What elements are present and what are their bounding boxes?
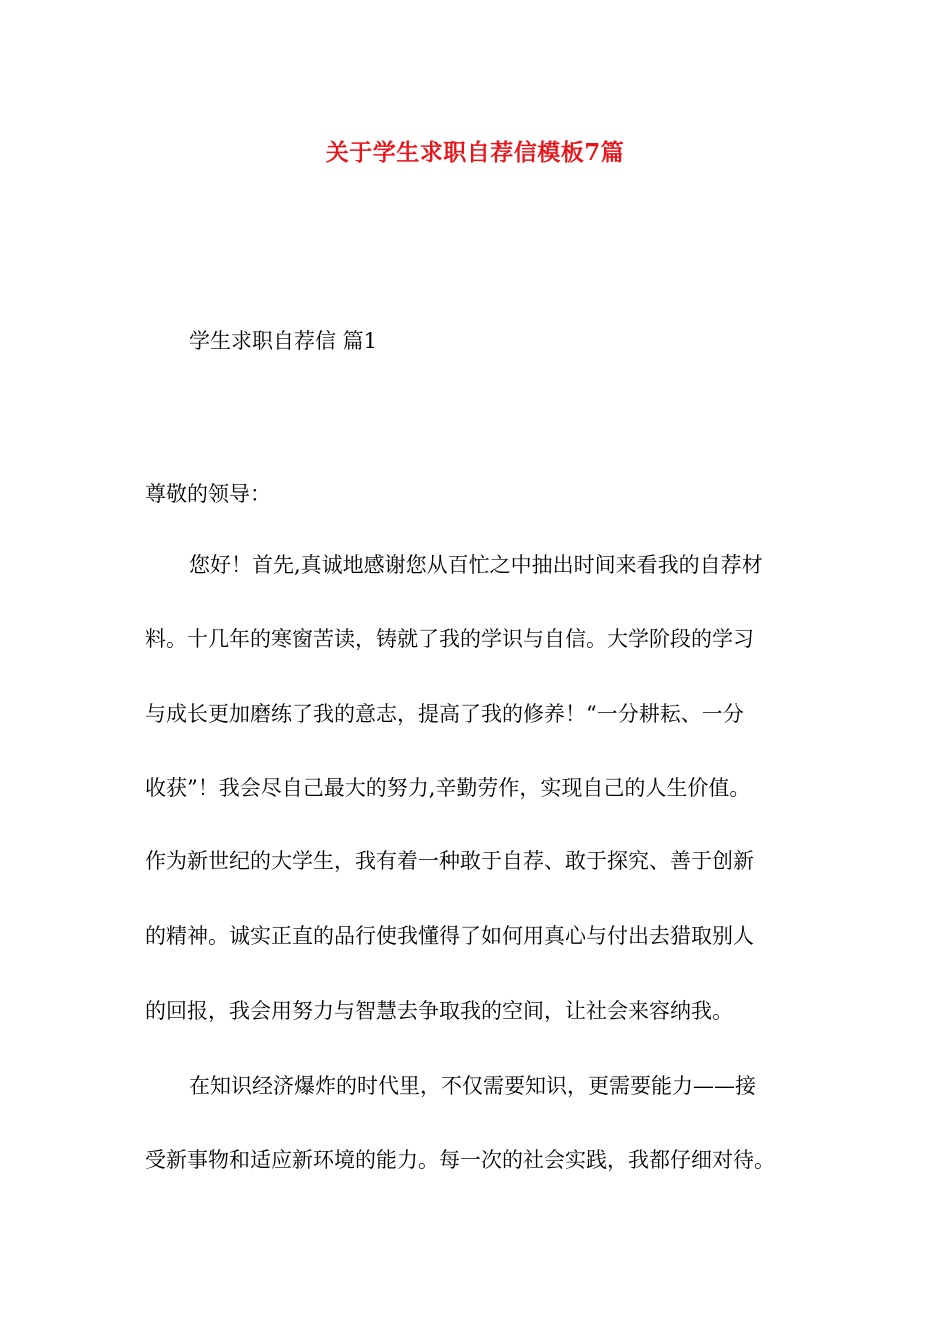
paragraph-line: 料。十几年的寒窗苦读，铸就了我的学识与自信。大学阶段的学习	[145, 627, 754, 651]
paragraph-line: 受新事物和适应新环境的能力。每一次的社会实践，我都仔细对待。	[145, 1148, 775, 1172]
document-title: 关于学生求职自荐信模板7篇	[325, 139, 625, 166]
paragraph-line: 与成长更加磨练了我的意志，提高了我的修养！“一分耕耘、一分	[145, 702, 744, 726]
salutation: 尊敬的领导：	[145, 482, 271, 506]
paragraph-line: 作为新世纪的大学生，我有着一种敢于自荐、敢于探究、善于创新	[145, 849, 754, 873]
paragraph-line: 的回报，我会用努力与智慧去争取我的空间，让社会来容纳我。	[145, 999, 733, 1023]
paragraph-line: 您好！首先,真诚地感谢您从百忙之中抽出时间来看我的自荐材	[189, 553, 763, 577]
paragraph-line: 的精神。诚实正直的品行使我懂得了如何用真心与付出去猎取别人	[145, 924, 754, 948]
section-heading: 学生求职自荐信 篇1	[189, 329, 378, 353]
paragraph-line: 收获”！我会尽自己最大的努力,辛勤劳作，实现自己的人生价值。	[145, 776, 751, 800]
paragraph-line: 在知识经济爆炸的时代里，不仅需要知识，更需要能力——接	[189, 1074, 756, 1098]
